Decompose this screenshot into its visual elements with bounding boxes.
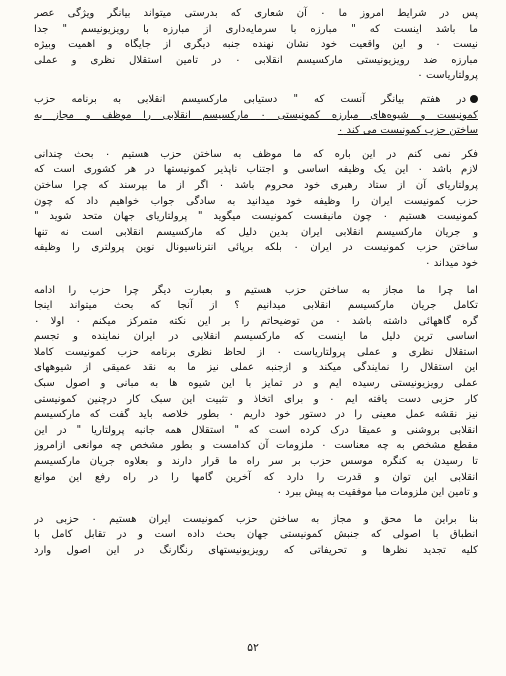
text-line: بنا براین ما محق و مجاز به ساختن حزب کمونیست ایران هستیم ۰ حزبی در — [34, 513, 478, 525]
text-line: کار حزبی دست یافته ایم ۰ و برای اتخاذ و تثبیت این سبک کار درچنین کمونیستی — [34, 393, 478, 405]
text-line: پرولتاریاست ۰ — [417, 70, 478, 82]
paragraph-1 — [34, 6, 478, 84]
text-line: کمونیست هستیم ۰ چون مانیفست کمونیست میگوید " پرولتاریای جهان متحد شوید " — [34, 211, 478, 223]
text-line: تا رسیدن به کنگره موسس حزب بر سر راه ما قرار دارند و بعلاوه جریان مارکسیسم — [34, 456, 478, 468]
text-line: پرولتاریای آن از ستاد رهبری خود محروم باشد ۰ اگر از ما بپرسند که چرا ساختن — [34, 179, 478, 191]
text-line: حزب کمونیست ایران را وظیفه خود میدانید به سادگی جواب خواهیم داد که چون — [34, 195, 478, 207]
text-line: استقلال نظری و عملی پرولتاریاست ۰ از لحاظ نظری برنامه حزب کمونیست کاملا — [34, 346, 478, 358]
paragraph-gap — [34, 272, 478, 283]
text-line: نیست ۰ و این واقعیت خود نشان نهنده جنبه دیگری از جایگاه و اهمیت وبیژه — [34, 39, 478, 51]
bullet-line — [34, 92, 478, 108]
text-line: و جریان مارکسیسم انقلابی ایران بدین دلیل که مارکسیسم انقلابی است نه تنها — [34, 226, 478, 238]
bullet-icon — [470, 95, 478, 103]
text-line: گره گاههائی داشته باشد ۰ من توضیحاتم را بر این نکته متمرکز میکنم ۰ اولا ۰ — [34, 315, 478, 327]
paragraph-4 — [34, 283, 478, 501]
text-line: ما باشد اینست که " مبارزه با سرمایه‌داری از مبارزه با رویزیونیسم " جدا — [34, 23, 478, 35]
text-line: مبارزه ضد رویزیونیستی مارکسیسم انقلابی ۰ در تامین استقلال نظری و عملی — [34, 54, 478, 66]
text-line: مقطع مشخص به چه معناست ۰ ملزومات آن کدامست و بطور مشخص چه موانعی ازامروز — [34, 440, 478, 452]
text-line: اما چرا ما مجاز به ساختن حزب هستیم و بعبارت دیگر چرا حزب را ادامه — [34, 284, 478, 296]
text-line: و تامین این ملزومات مبا موفقیت به پیش ببرد ۰ — [276, 487, 478, 499]
paragraph-2 — [34, 92, 478, 139]
paragraph-gap — [34, 139, 478, 147]
text-line: نیز نقشه عمل معینی را در دستور خود داریم ۰ بطور خلاصه باید گفت که مارکسیسم — [34, 409, 478, 421]
text-line: این استقلال را نمایندگی میکند و ازجنبه عملی نیز ما به نقد عمیقی از شیوههای — [34, 362, 478, 374]
paragraph-3 — [34, 147, 478, 272]
text-line: انطباق با اصولی که جنبش کمونیستی جهان بحث داده است و در تقابل کامل با — [34, 529, 478, 541]
text-line: انقلابی این توان و قدرت را دارد که آخرین گامها را در راه رفع این موانع — [34, 471, 478, 483]
text-line: در هفتم بیانگر آنست که " دستیابی مارکسیسم انقلابی به برنامه حزب — [34, 93, 466, 105]
text-line: ساختن حزب کمونیست می کند ۰ — [337, 125, 478, 137]
text-line: کمونیست و شیوه‌های مبارزه کمونیستی ۰ مارکسیسم انقلابی را موظف و مجاز به — [34, 109, 478, 121]
text-line: عملی رویزیونیستی رسیده ایم و در تمایز با این شیوه ها به مبانی و اصول سبک — [34, 378, 478, 390]
text-line: اساسی ترین دلیل ما اینست که مارکسیسم انقلابی در ایران نماینده و تجسم — [34, 331, 478, 343]
paragraph-5 — [34, 512, 478, 559]
text-line: انقلابی بروشنی و عمیقا درک کرده است که " استقلال همه جانبه پرولتاریا " در این — [34, 424, 478, 436]
text-line: فکر نمی کنم در این باره که ما موظف به ساختن حزب هستیم ۰ بحث چندانی — [34, 148, 478, 160]
page-number: ۵۲ — [247, 641, 259, 654]
paragraph-gap — [34, 84, 478, 92]
text-line: تکامل جریان مارکسیسم انقلابی میدانیم ؟ از آنجا که بحث میتواند اینجا — [34, 300, 478, 312]
text-line: خود میداند ۰ — [425, 257, 478, 269]
text-line: لازم باشد ۰ این یک وظیفه اساسی و اجتناب ناپذیر کمونیستها در هر کشوری است که — [34, 164, 478, 176]
text-line: کلیه تجدید نظرها و تحریفاتی که رویزیونیستهای رنگارنگ در این اصول وارد — [34, 545, 478, 556]
paragraph-gap — [34, 501, 478, 512]
text-line: ساختن حزب کمونیست در ایران ۰ بلکه برپائی انترناسیونال نوین پرولتری را وظیفه — [34, 242, 478, 254]
text-line: پس در شرایط امروز ما ۰ آن شعاری که بدرستی میتواند بیانگر ویژگی عصر — [34, 8, 478, 19]
